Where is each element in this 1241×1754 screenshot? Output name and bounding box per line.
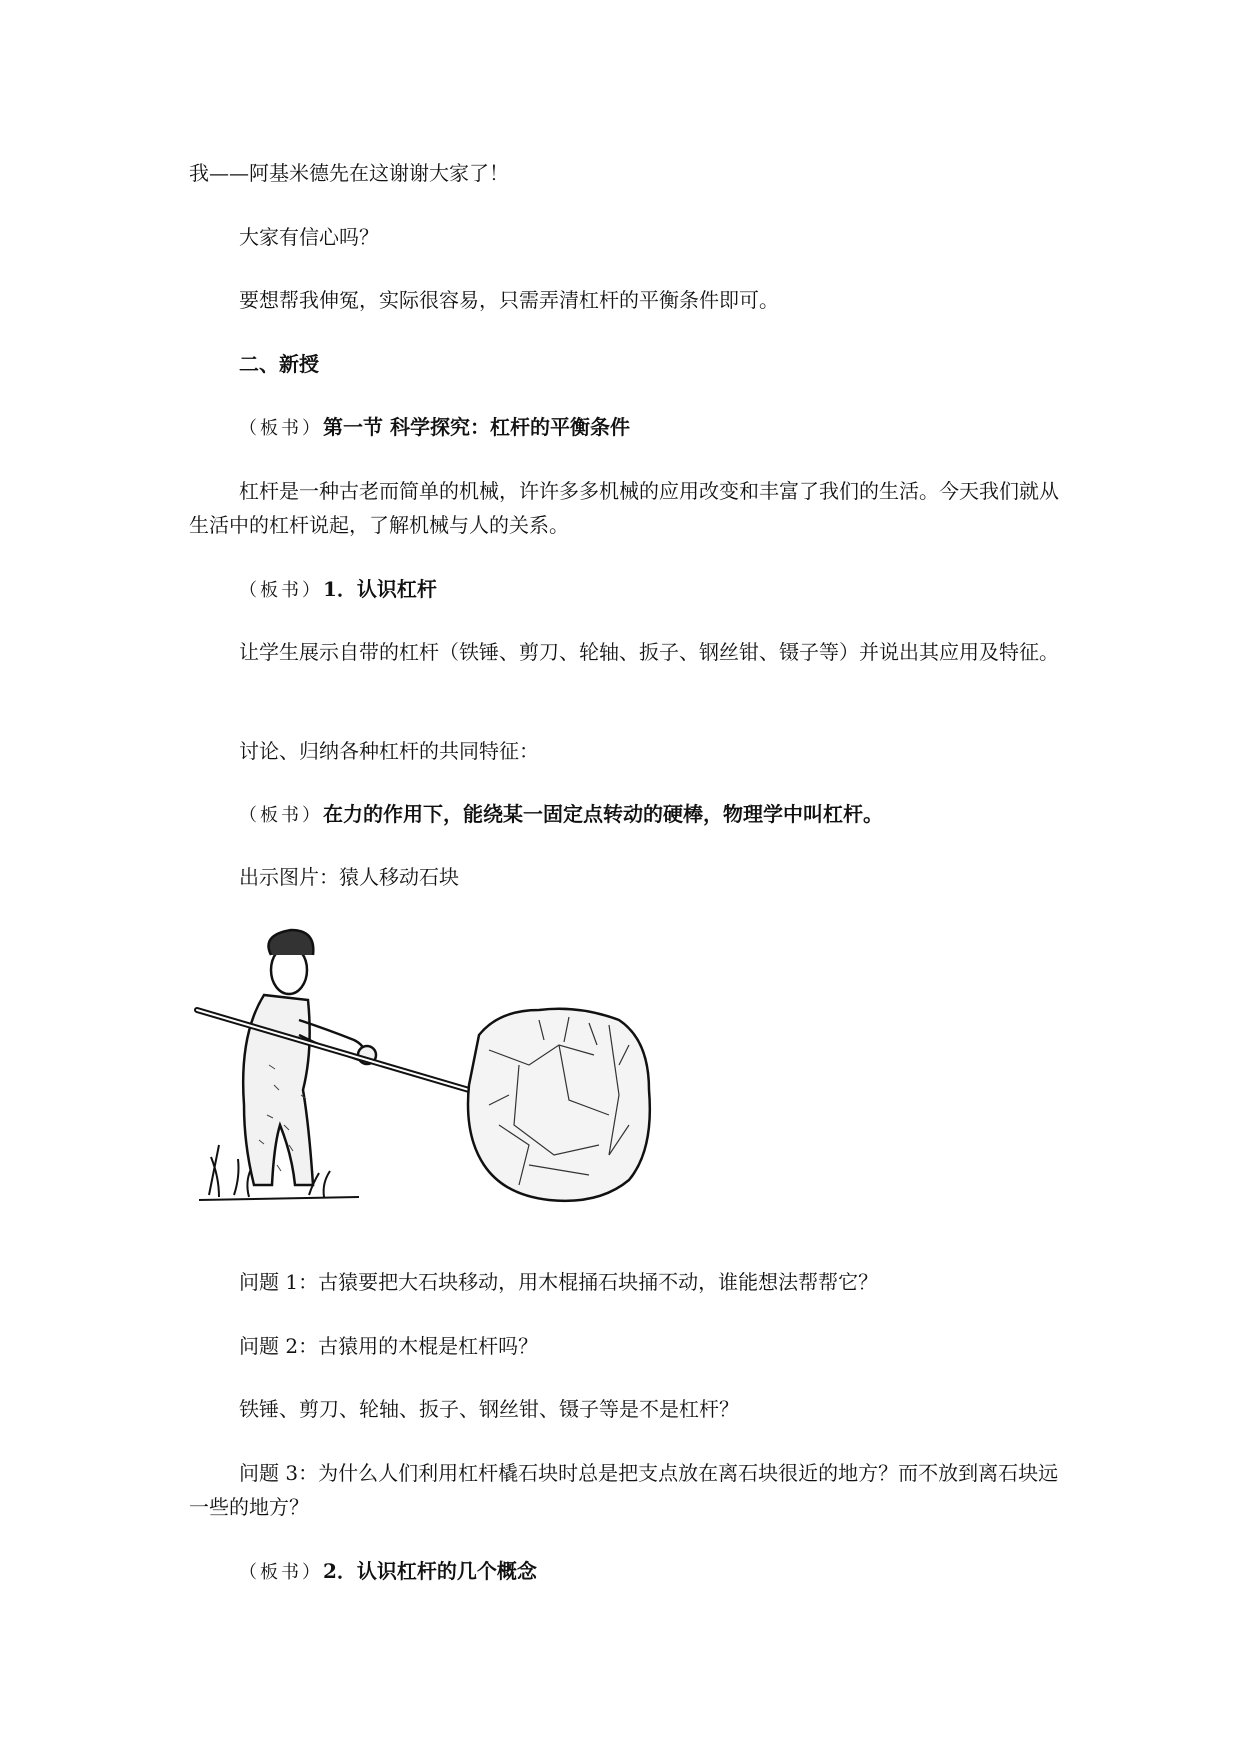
- question-two: 问题 2：古猿用的木棍是杠杆吗？: [239, 1334, 539, 1358]
- board-text: 1．认识杠杆: [323, 577, 437, 601]
- board-heading-section-one: [189, 410, 1059, 446]
- paragraph-thanks: 我——阿基米德先在这谢谢大家了！: [189, 161, 509, 185]
- board-text: 第一节 科学探究：杠杆的平衡条件: [323, 415, 630, 439]
- board-label: （板书）: [239, 580, 323, 601]
- board-label: （板书）: [239, 418, 323, 439]
- board-text: 在力的作用下，能绕某一固定点转动的硬棒，物理学中叫杠杆。: [323, 802, 883, 826]
- board-label: （板书）: [239, 805, 323, 826]
- board-heading-concepts: [189, 1554, 1059, 1590]
- paragraph-confidence: 大家有信心吗？: [239, 225, 379, 249]
- question-two-followup: 铁锤、剪刀、轮轴、扳子、钢丝钳、镊子等是不是杠杆？: [239, 1397, 739, 1421]
- board-label: （板书）: [239, 1562, 323, 1583]
- question-three: 问题 3：为什么人们利用杠杆橇石块时总是把支点放在离石块很近的地方？而不放到离石块远一些的地方？: [189, 1461, 1059, 1519]
- ape-pushing-rock-illustration: [189, 925, 711, 1235]
- paragraph-student-show: 让学生展示自带的杠杆（铁锤、剪刀、轮轴、扳子、钢丝钳、镊子等）并说出其应用及特征。: [239, 640, 1059, 664]
- board-definition: [189, 797, 1059, 833]
- ape-lever-icon: [189, 925, 711, 1235]
- paragraph-lever-intro: 杠杆是一种古老而简单的机械，许许多多机械的应用改变和丰富了我们的生活。今天我们就从生活中的杠杆说起，了解机械与人的关系。: [189, 479, 1059, 537]
- section-heading-new-lesson: 二、新授: [239, 352, 319, 376]
- paragraph-lever-condition: 要想帮我伸冤，实际很容易，只需弄清杠杆的平衡条件即可。: [239, 288, 779, 312]
- board-text: 2．认识杠杆的几个概念: [323, 1559, 537, 1583]
- paragraph-discussion: 讨论、归纳各种杠杆的共同特征：: [239, 739, 539, 763]
- question-one: 问题 1：古猿要把大石块移动，用木棍捅石块捅不动，谁能想法帮帮它？: [239, 1270, 879, 1294]
- board-heading-know-lever: [189, 572, 1059, 608]
- paragraph-show-picture: 出示图片：猿人移动石块: [239, 865, 459, 889]
